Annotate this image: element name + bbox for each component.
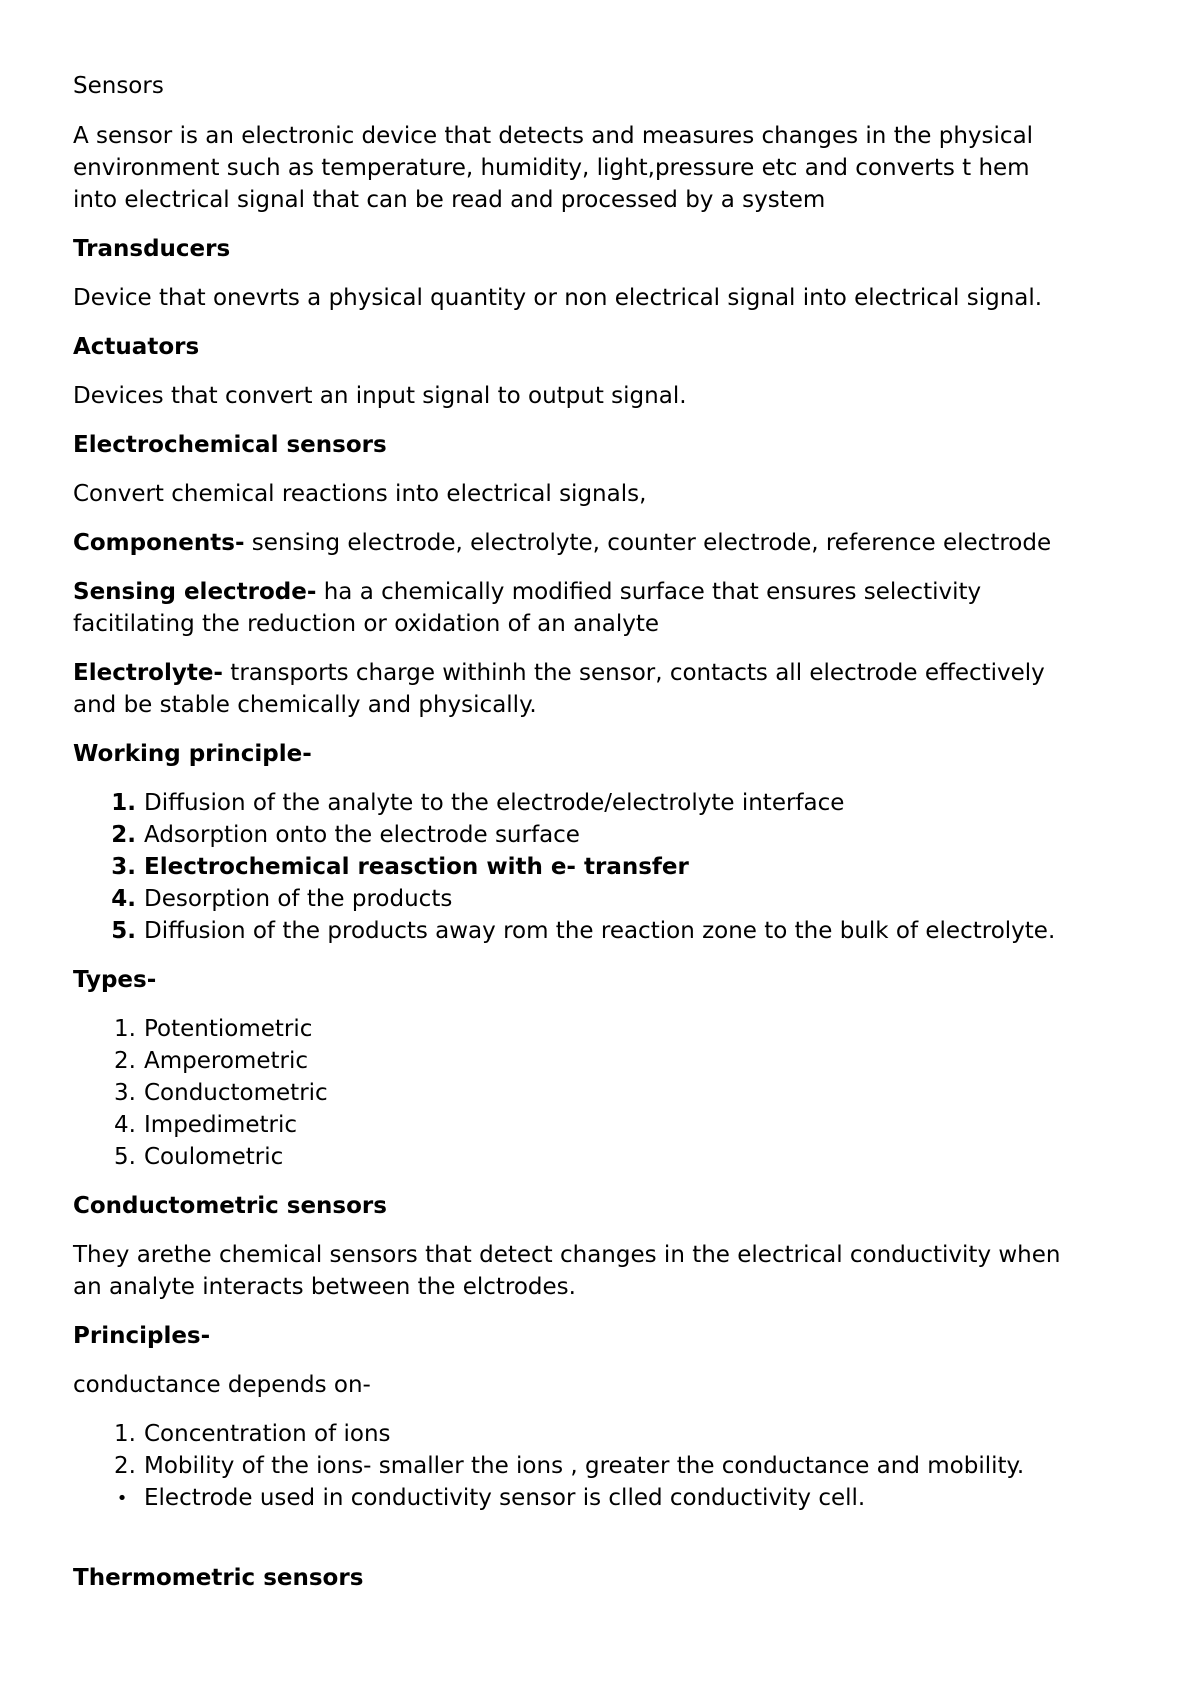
components-label: Components-: [73, 530, 245, 556]
sensing-electrode-label: Sensing electrode-: [73, 579, 317, 605]
electrochemical-heading: Electrochemical sensors: [73, 432, 387, 458]
sensor-definition-line-1: A sensor is an electronic device that detects and measures changes in the physical: [73, 123, 1034, 149]
document-title: Sensors: [73, 73, 164, 99]
electrolyte-line-2: and be stable chemically and physically.: [73, 692, 537, 718]
electrolyte-label: Electrolyte-: [73, 660, 223, 686]
thermometric-heading: Thermometric sensors: [73, 1565, 364, 1591]
components-line: [73, 527, 1051, 559]
working-principle-heading: Working principle-: [73, 741, 312, 767]
bullet-item: [108, 1482, 865, 1515]
principles-heading: Principles-: [73, 1323, 211, 1349]
list-item: [108, 819, 580, 851]
list-text: Desorption of the products: [144, 886, 453, 912]
list-text: Amperometric: [144, 1048, 308, 1074]
electrolyte-text: transports charge withinh the sensor, contacts all electrode effectively: [222, 660, 1045, 686]
list-text: Electrochemical reasction with e- transfer: [144, 854, 689, 880]
list-text: Diffusion of the analyte to the electrode/electrolyte interface: [144, 790, 845, 816]
list-text: Diffusion of the products away rom the reaction zone to the bulk of electrolyte.: [144, 918, 1056, 944]
list-number: 3.: [114, 1080, 136, 1106]
list-number: 1.: [114, 1016, 136, 1042]
sensor-definition-line-3: into electrical signal that can be read and processed by a system: [73, 187, 826, 213]
list-number: 2.: [114, 1453, 136, 1479]
list-number: 1.: [114, 1421, 136, 1447]
list-number: 4.: [114, 1112, 136, 1138]
types-heading: Types-: [73, 967, 157, 993]
list-text: Coulometric: [144, 1144, 284, 1170]
list-number: 2.: [111, 822, 136, 848]
list-item: [108, 1109, 297, 1141]
electrochemical-text: Convert chemical reactions into electrical signals,: [73, 481, 647, 507]
transducers-text: Device that onevrts a physical quantity or non electrical signal into electrical signal.: [73, 285, 1043, 311]
list-item: [108, 1045, 308, 1077]
list-number: 4.: [111, 886, 136, 912]
list-item: [108, 1418, 391, 1450]
list-text: Concentration of ions: [144, 1421, 391, 1447]
list-text: Adsorption onto the electrode surface: [144, 822, 580, 848]
list-item: [108, 1141, 283, 1173]
list-item: [108, 883, 452, 915]
list-item: [108, 915, 1055, 947]
sensing-electrode-line-1: [73, 576, 981, 608]
list-number: 5.: [114, 1144, 136, 1170]
electrolyte-line-1: [73, 657, 1045, 689]
list-number: 2.: [114, 1048, 136, 1074]
actuators-text: Devices that convert an input signal to output signal.: [73, 383, 687, 409]
list-text: Mobility of the ions- smaller the ions , greater the conductance and mobility.: [144, 1453, 1025, 1479]
components-text: sensing electrode, electrolyte, counter electrode, reference electrode: [244, 530, 1052, 556]
list-text: Impedimetric: [144, 1112, 297, 1138]
transducers-heading: Transducers: [73, 236, 231, 262]
sensing-electrode-line-2: facitilating the reduction or oxidation of an analyte: [73, 611, 660, 637]
list-item: [108, 1077, 328, 1109]
principles-text: conductance depends on-: [73, 1372, 371, 1398]
list-item: [108, 787, 844, 819]
list-item: [108, 1013, 312, 1045]
list-number: 1.: [111, 790, 136, 816]
list-number: 3.: [111, 854, 136, 880]
conductometric-text-line-1: They arethe chemical sensors that detect changes in the electrical conductivity when: [73, 1242, 1061, 1268]
list-item: [108, 851, 689, 883]
conductometric-text-line-2: an analyte interacts between the elctrodes.: [73, 1274, 576, 1300]
sensing-electrode-text: ha a chemically modified surface that ensures selectivity: [316, 579, 982, 605]
list-text: Potentiometric: [144, 1016, 313, 1042]
list-item: [108, 1450, 1024, 1482]
list-number: 5.: [111, 918, 136, 944]
bullet-text: Electrode used in conductivity sensor is clled conductivity cell.: [144, 1485, 866, 1511]
bullet-icon: •: [116, 1488, 128, 1509]
list-text: Conductometric: [144, 1080, 328, 1106]
actuators-heading: Actuators: [73, 334, 200, 360]
sensor-definition-line-2: environment such as temperature, humidity, light,pressure etc and converts t hem: [73, 155, 1030, 181]
conductometric-heading: Conductometric sensors: [73, 1193, 387, 1219]
